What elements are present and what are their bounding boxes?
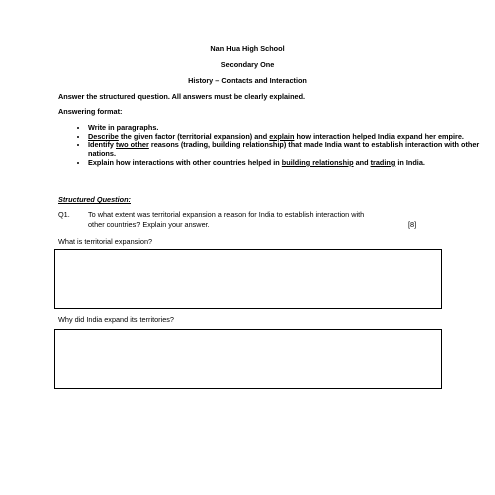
instruction-text: Answer the structured question. All answers must be clearly explained. <box>58 92 306 101</box>
format-item: • Identify two other reasons (trading, building relationship) that made India want to establish interaction with other nations. <box>88 141 488 158</box>
question-marks: [8] <box>408 220 417 229</box>
format-item: • Describe the given factor (territorial expansion) and explain how interaction helped India expand her empire. <box>88 133 488 142</box>
answering-format-heading: Answering format: <box>58 107 123 116</box>
school-name: Nan Hua High School <box>210 44 285 53</box>
question-text-line2: other countries? Explain your answer. <box>88 220 210 229</box>
question-number: Q1. <box>58 210 70 219</box>
format-item: • Explain how interactions with other countries helped in building relationship and trading in India. <box>88 159 488 168</box>
question-text-line1: To what extent was territorial expansion a reason for India to establish interaction with <box>88 210 365 219</box>
answer-box-2[interactable] <box>54 329 442 389</box>
prompt-territorial-expansion: What is territorial expansion? <box>58 237 153 246</box>
structured-question-heading: Structured Question: <box>58 195 131 204</box>
class-level: Secondary One <box>220 60 275 69</box>
answering-format-list <box>58 124 488 168</box>
subject-title: History – Contacts and Interaction <box>188 76 307 85</box>
prompt-why-expand: Why did India expand its territories? <box>58 315 174 324</box>
format-item: • Write in paragraphs. <box>88 124 488 133</box>
answer-box-1[interactable] <box>54 249 442 309</box>
